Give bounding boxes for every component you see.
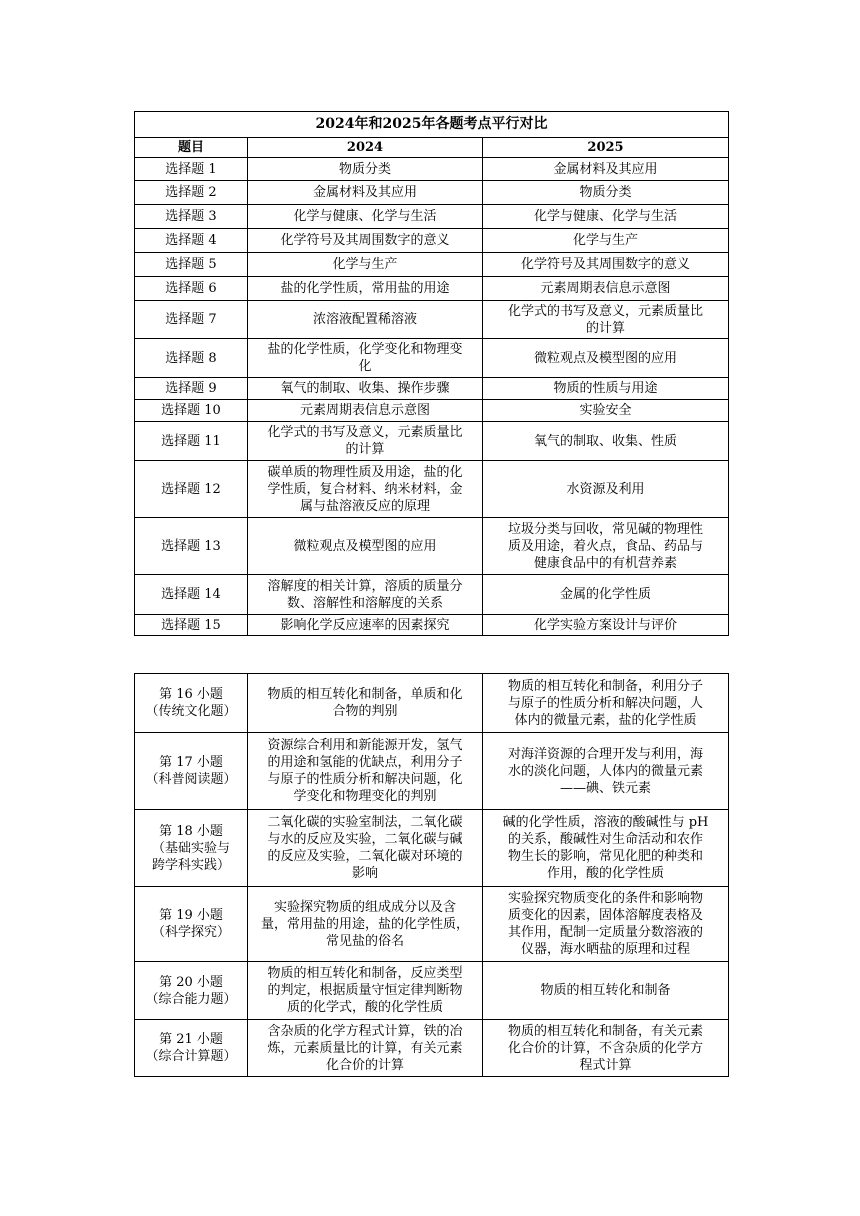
question-cell: 选择题 7 (135, 301, 248, 339)
table-row (135, 253, 729, 277)
cell-2024: 物质的相互转化和制备，反应类型 的判定，根据质量守恒定律判断物 质的化学式，酸的化学性质 (248, 962, 483, 1020)
table-header-row (135, 138, 729, 158)
cell-2025: 对海洋资源的合理开发与利用，海 水的淡化问题，人体内的微量元素 ——碘、铁元素 (483, 733, 729, 810)
cell-2024: 碳单质的物理性质及用途，盐的化 学性质，复合材料、纳米材料，金 属与盐溶液反应的原理 (248, 461, 483, 518)
table-row (135, 733, 729, 810)
table-row (135, 887, 729, 962)
table-row (135, 518, 729, 575)
cell-2024: 化学与生产 (248, 253, 483, 277)
cell-2024: 盐的化学性质，常用盐的用途 (248, 277, 483, 301)
cell-2025: 物质分类 (483, 181, 729, 205)
cell-2025: 化学式的书写及意义，元素质量比 的计算 (483, 301, 729, 339)
cell-2025: 实验安全 (483, 400, 729, 422)
cell-2025: 碱的化学性质，溶液的酸碱性与 pH 的关系，酸碱性对生命活动和农作 物生长的影响，常见化肥的种类和 作用，酸的化学性质 (483, 810, 729, 887)
cell-2024: 含杂质的化学方程式计算，铁的冶 炼，元素质量比的计算，有关元素 化合价的计算 (248, 1020, 483, 1077)
table-row (135, 277, 729, 301)
cell-2024: 元素周期表信息示意图 (248, 400, 483, 422)
table-row (135, 181, 729, 205)
question-cell: 选择题 2 (135, 181, 248, 205)
question-cell: 选择题 14 (135, 575, 248, 615)
header-2024: 2024 (248, 138, 483, 158)
table-row (135, 378, 729, 400)
cell-2025: 水资源及利用 (483, 461, 729, 518)
table-row (135, 1020, 729, 1077)
cell-2025: 金属的化学性质 (483, 575, 729, 615)
cell-2025: 化学符号及其周围数字的意义 (483, 253, 729, 277)
cell-2024: 物质分类 (248, 158, 483, 181)
cell-2025: 实验探究物质变化的条件和影响物 质变化的因素，固体溶解度表格及 其作用，配制一定质量分数溶液的 仪器，海水晒盐的原理和过程 (483, 887, 729, 962)
cell-2025: 垃圾分类与回收，常见碱的物理性 质及用途，着火点，食品、药品与 健康食品中的有机营养素 (483, 518, 729, 575)
question-cell: 选择题 3 (135, 205, 248, 229)
cell-2024: 影响化学反应速率的因素探究 (248, 615, 483, 636)
table-row (135, 158, 729, 181)
cell-2024: 化学式的书写及意义，元素质量比 的计算 (248, 422, 483, 461)
question-cell: 第 18 小题 （基础实验与 跨学科实践） (135, 810, 248, 887)
cell-2025: 物质的相互转化和制备 (483, 962, 729, 1020)
question-cell: 选择题 8 (135, 339, 248, 378)
table-title-row (135, 112, 729, 138)
table-row (135, 674, 729, 733)
question-cell: 选择题 13 (135, 518, 248, 575)
question-cell: 第 16 小题 （传统文化题） (135, 674, 248, 733)
table-row (135, 400, 729, 422)
question-cell: 选择题 12 (135, 461, 248, 518)
cell-2024: 化学符号及其周围数字的意义 (248, 229, 483, 253)
question-cell: 第 19 小题 （科学探究） (135, 887, 248, 962)
cell-2024: 金属材料及其应用 (248, 181, 483, 205)
cell-2024: 溶解度的相关计算，溶质的质量分 数、溶解性和溶解度的关系 (248, 575, 483, 615)
cell-2025: 金属材料及其应用 (483, 158, 729, 181)
table-row (135, 810, 729, 887)
cell-2025: 化学与生产 (483, 229, 729, 253)
question-cell: 选择题 1 (135, 158, 248, 181)
cell-2024: 微粒观点及模型图的应用 (248, 518, 483, 575)
question-cell: 选择题 9 (135, 378, 248, 400)
table-row (135, 339, 729, 378)
cell-2025: 元素周期表信息示意图 (483, 277, 729, 301)
question-cell: 选择题 10 (135, 400, 248, 422)
table-row (135, 229, 729, 253)
question-cell: 选择题 6 (135, 277, 248, 301)
question-cell: 选择题 5 (135, 253, 248, 277)
cell-2024: 化学与健康、化学与生活 (248, 205, 483, 229)
question-cell: 第 20 小题 （综合能力题） (135, 962, 248, 1020)
cell-2024: 盐的化学性质，化学变化和物理变 化 (248, 339, 483, 378)
cell-2024: 实验探究物质的组成成分以及含 量，常用盐的用途，盐的化学性质， 常见盐的俗名 (248, 887, 483, 962)
header-question: 题目 (135, 138, 248, 158)
question-cell: 第 21 小题 （综合计算题） (135, 1020, 248, 1077)
cell-2024: 物质的相互转化和制备，单质和化 合物的判别 (248, 674, 483, 733)
table-title: 2024年和2025年各题考点平行对比 (135, 112, 729, 138)
cell-2025: 化学实验方案设计与评价 (483, 615, 729, 636)
table-row (135, 422, 729, 461)
table-row (135, 575, 729, 615)
question-cell: 选择题 15 (135, 615, 248, 636)
question-cell: 第 17 小题 （科普阅读题） (135, 733, 248, 810)
question-cell: 选择题 11 (135, 422, 248, 461)
comparison-table-subjective (134, 673, 729, 1077)
cell-2024: 氧气的制取、收集、操作步骤 (248, 378, 483, 400)
cell-2025: 物质的性质与用途 (483, 378, 729, 400)
table-row (135, 461, 729, 518)
table-row (135, 301, 729, 339)
cell-2025: 微粒观点及模型图的应用 (483, 339, 729, 378)
cell-2025: 化学与健康、化学与生活 (483, 205, 729, 229)
table-row (135, 205, 729, 229)
question-cell: 选择题 4 (135, 229, 248, 253)
header-2025: 2025 (483, 138, 729, 158)
cell-2024: 浓溶液配置稀溶液 (248, 301, 483, 339)
table-row (135, 615, 729, 636)
table-row (135, 962, 729, 1020)
cell-2024: 二氧化碳的实验室制法，二氧化碳 与水的反应及实验，二氧化碳与碱 的反应及实验，二氧化碳对环境的 影响 (248, 810, 483, 887)
cell-2024: 资源综合利用和新能源开发，氢气 的用途和氢能的优缺点，利用分子 与原子的性质分析和解决问题，化 学变化和物理变化的判别 (248, 733, 483, 810)
cell-2025: 氧气的制取、收集、性质 (483, 422, 729, 461)
cell-2025: 物质的相互转化和制备，利用分子 与原子的性质分析和解决问题，人 体内的微量元素，盐的化学性质 (483, 674, 729, 733)
comparison-table-choice (134, 111, 729, 636)
cell-2025: 物质的相互转化和制备，有关元素 化合价的计算，不含杂质的化学方 程式计算 (483, 1020, 729, 1077)
